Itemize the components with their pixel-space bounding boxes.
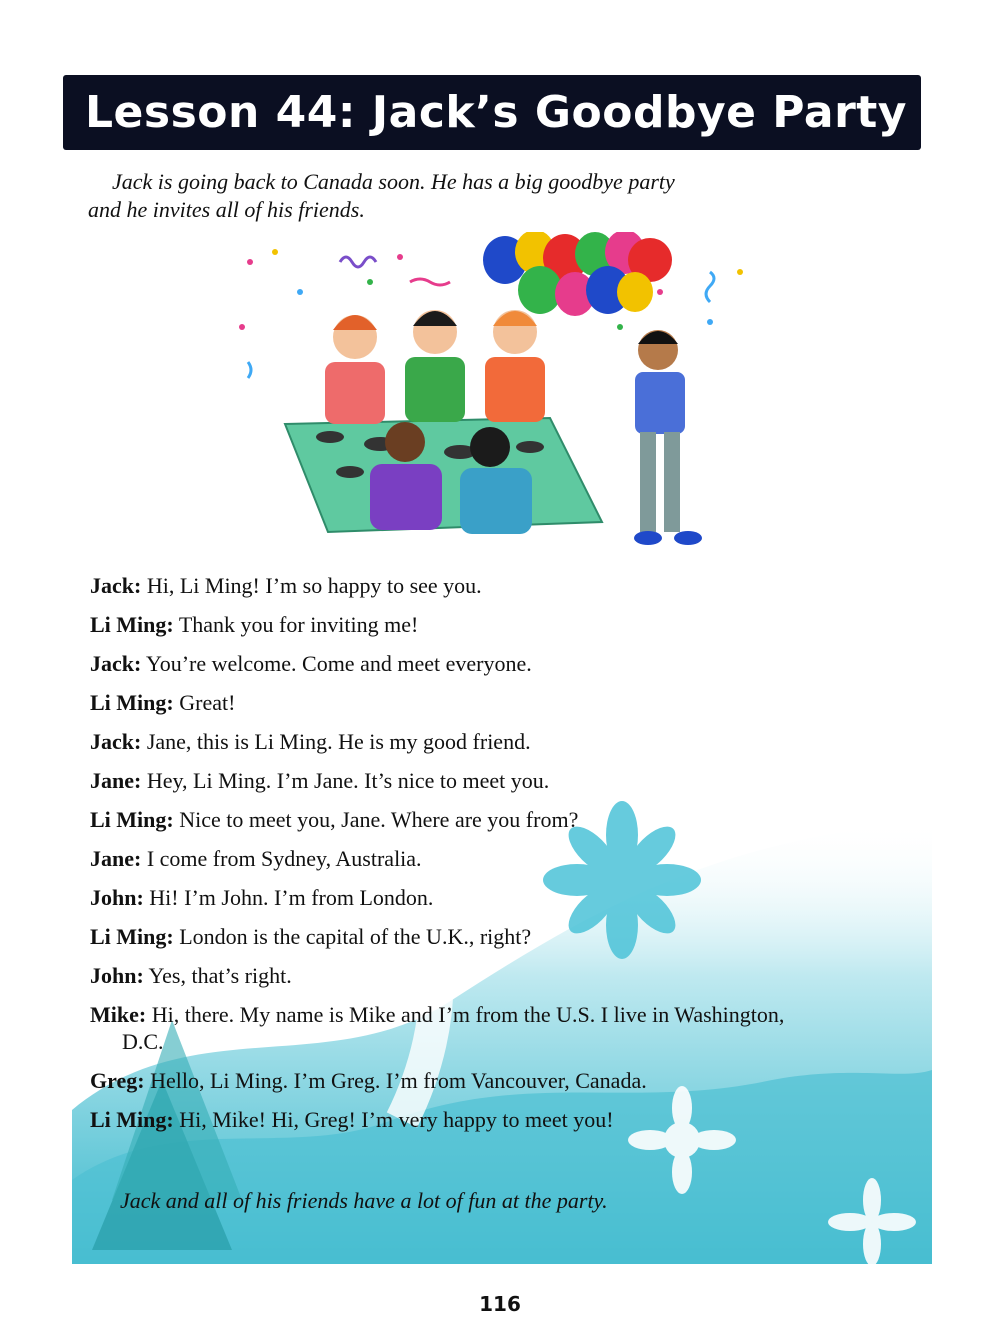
dialogue-line (90, 767, 810, 794)
dialogue-line (90, 962, 810, 989)
party-illustration (230, 232, 770, 562)
kid-red-shirt (325, 315, 385, 424)
speaker: Li Ming: (90, 807, 174, 832)
dialogue-line (90, 689, 810, 716)
speech: Hi, Li Ming! I’m so happy to see you. (141, 573, 482, 598)
speech: Hi! I’m John. I’m from London. (143, 885, 434, 910)
speech: Hello, Li Ming. I’m Greg. I’m from Vancouver, Canada. (144, 1068, 647, 1093)
dialogue (90, 572, 810, 1145)
speaker: Greg: (90, 1068, 145, 1093)
page-number: 116 (479, 1292, 521, 1316)
speaker: Li Ming: (90, 924, 174, 949)
intro-line-1: Jack is going back to Canada soon. He has a big goodbye party (112, 169, 675, 194)
lesson-title: Lesson 44: Jack’s Goodbye Party (85, 87, 907, 138)
speech: Hi, Mike! Hi, Greg! I’m very happy to meet you! (173, 1107, 614, 1132)
dialogue-line (90, 1067, 810, 1094)
speaker: John: (90, 963, 144, 988)
lesson-title-bar (63, 75, 921, 150)
intro-line-2: and he invites all of his friends. (88, 197, 365, 222)
speaker: Li Ming: (90, 612, 174, 637)
speech: Hi, there. My name is Mike and I’m from the U.S. I live in Washington, D.C. (122, 1002, 785, 1054)
dialogue-line (90, 884, 810, 911)
speaker: Jack: (90, 729, 142, 754)
dialogue-line (90, 1001, 810, 1055)
dialogue-line (90, 845, 810, 872)
dialogue-line (90, 923, 810, 950)
kid-green-shirt (405, 310, 465, 422)
dialogue-line (90, 1106, 810, 1133)
dialogue-line (90, 650, 810, 677)
speaker: Jane: (90, 768, 142, 793)
speech: Great! (173, 690, 236, 715)
speech: Jane, this is Li Ming. He is my good friend. (141, 729, 531, 754)
speech: Hey, Li Ming. I’m Jane. It’s nice to meet you. (141, 768, 550, 793)
speech: Thank you for inviting me! (173, 612, 419, 637)
speech: Nice to meet you, Jane. Where are you from? (173, 807, 579, 832)
speech: I come from Sydney, Australia. (141, 846, 422, 871)
kid-jane (485, 310, 545, 422)
intro-paragraph (88, 168, 808, 224)
speech: Yes, that’s right. (143, 963, 292, 988)
speaker: Mike: (90, 1002, 147, 1027)
jack-figure (634, 330, 702, 545)
balloons (483, 232, 672, 316)
speaker: John: (90, 885, 144, 910)
speaker: Jack: (90, 651, 142, 676)
dialogue-line (90, 572, 810, 599)
speaker: Jane: (90, 846, 142, 871)
speaker: Jack: (90, 573, 142, 598)
dialogue-line (90, 806, 810, 833)
speaker: Li Ming: (90, 1107, 174, 1132)
dialogue-line (90, 611, 810, 638)
speech: London is the capital of the U.K., right? (173, 924, 532, 949)
closing-sentence: Jack and all of his friends have a lot of fun at the party. (120, 1188, 608, 1213)
speech: You’re welcome. Come and meet everyone. (141, 651, 532, 676)
speaker: Li Ming: (90, 690, 174, 715)
dialogue-line (90, 728, 810, 755)
